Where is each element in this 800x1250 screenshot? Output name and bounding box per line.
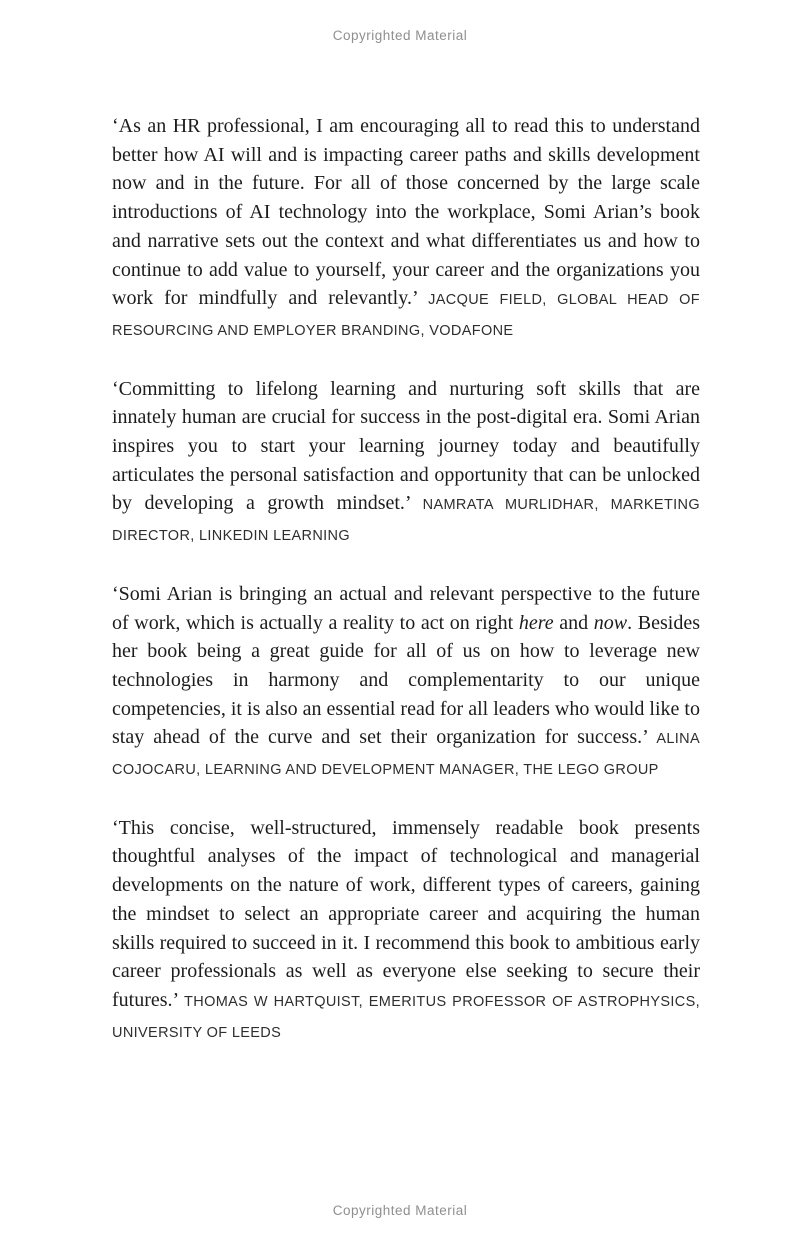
endorsement-quote-segment: . Besides her book being a great guide for all of us on how to leverage new technologies in harmony and complementarity to our unique competencies, it is also an essential read for all leaders who would like to stay ahead of the curve and set their organization for success.’: [112, 611, 700, 749]
endorsement-quote-segment: ‘Somi Arian is bringing an actual and relevant perspective to the future of work, which is actually a reality to act on right: [112, 582, 700, 634]
endorsement-attribution: THOMAS W HARTQUIST, EMERITUS PROFESSOR OF ASTROPHYSICS, UNIVERSITY OF LEEDS: [112, 993, 700, 1041]
endorsement-paragraph-1: [112, 112, 700, 346]
endorsement-paragraph-3: [112, 580, 700, 785]
endorsement-quote-segment-italic: here: [518, 611, 554, 634]
endorsement-attribution: ALINA COJOCARU, LEARNING AND DEVELOPMENT MANAGER, THE LEGO GROUP: [112, 731, 700, 779]
copyright-notice-top: Copyrighted Material: [332, 28, 468, 43]
endorsement-quote: ‘As an HR professional, I am encouraging all to read this to understand better how AI will and is impacting career paths and skills development now and in the future. For all of those concerned by the large scale introductions of AI technology into the workplace, Somi Arian’s book and narrative sets out the context and what differentiates us and how to continue to add value to yourself, your career and the organizations you work for mindfully and relevantly.’: [112, 115, 700, 310]
endorsement-attribution: JACQUE FIELD, GLOBAL HEAD OF RESOURCING AND EMPLOYER BRANDING, VODAFONE: [112, 292, 700, 339]
endorsement-paragraph-4: [112, 814, 700, 1048]
copyright-notice-bottom: Copyrighted Material: [332, 1203, 468, 1218]
endorsement-quote: ‘This concise, well-structured, immensely readable book presents thoughtful analyses of the impact of technological and managerial developments on the nature of work, different types of careers, gaining the mindset to select an appropriate career and acquiring the human skills required to succeed in it. I recommend this book to ambitious early career professionals as well as everyone else seeking to secure their futures.’: [112, 816, 700, 1011]
endorsement-attribution: NAMRATA MURLIDHAR, MARKETING DIRECTOR, LINKEDIN LEARNING: [112, 497, 700, 545]
endorsement-quote: ‘Committing to lifelong learning and nurturing soft skills that are innately human are crucial for success in the post-digital era. Somi Arian inspires you to start your learning journey today and beautifully articulates the personal satisfaction and opportunity that can be unlocked by developing a growth mindset.’: [112, 377, 700, 515]
endorsement-quote-segment: and: [553, 611, 594, 634]
endorsement-paragraph-2: [112, 375, 700, 551]
endorsements-section: [112, 112, 700, 1047]
endorsement-quote-segment-italic: now: [593, 611, 628, 634]
